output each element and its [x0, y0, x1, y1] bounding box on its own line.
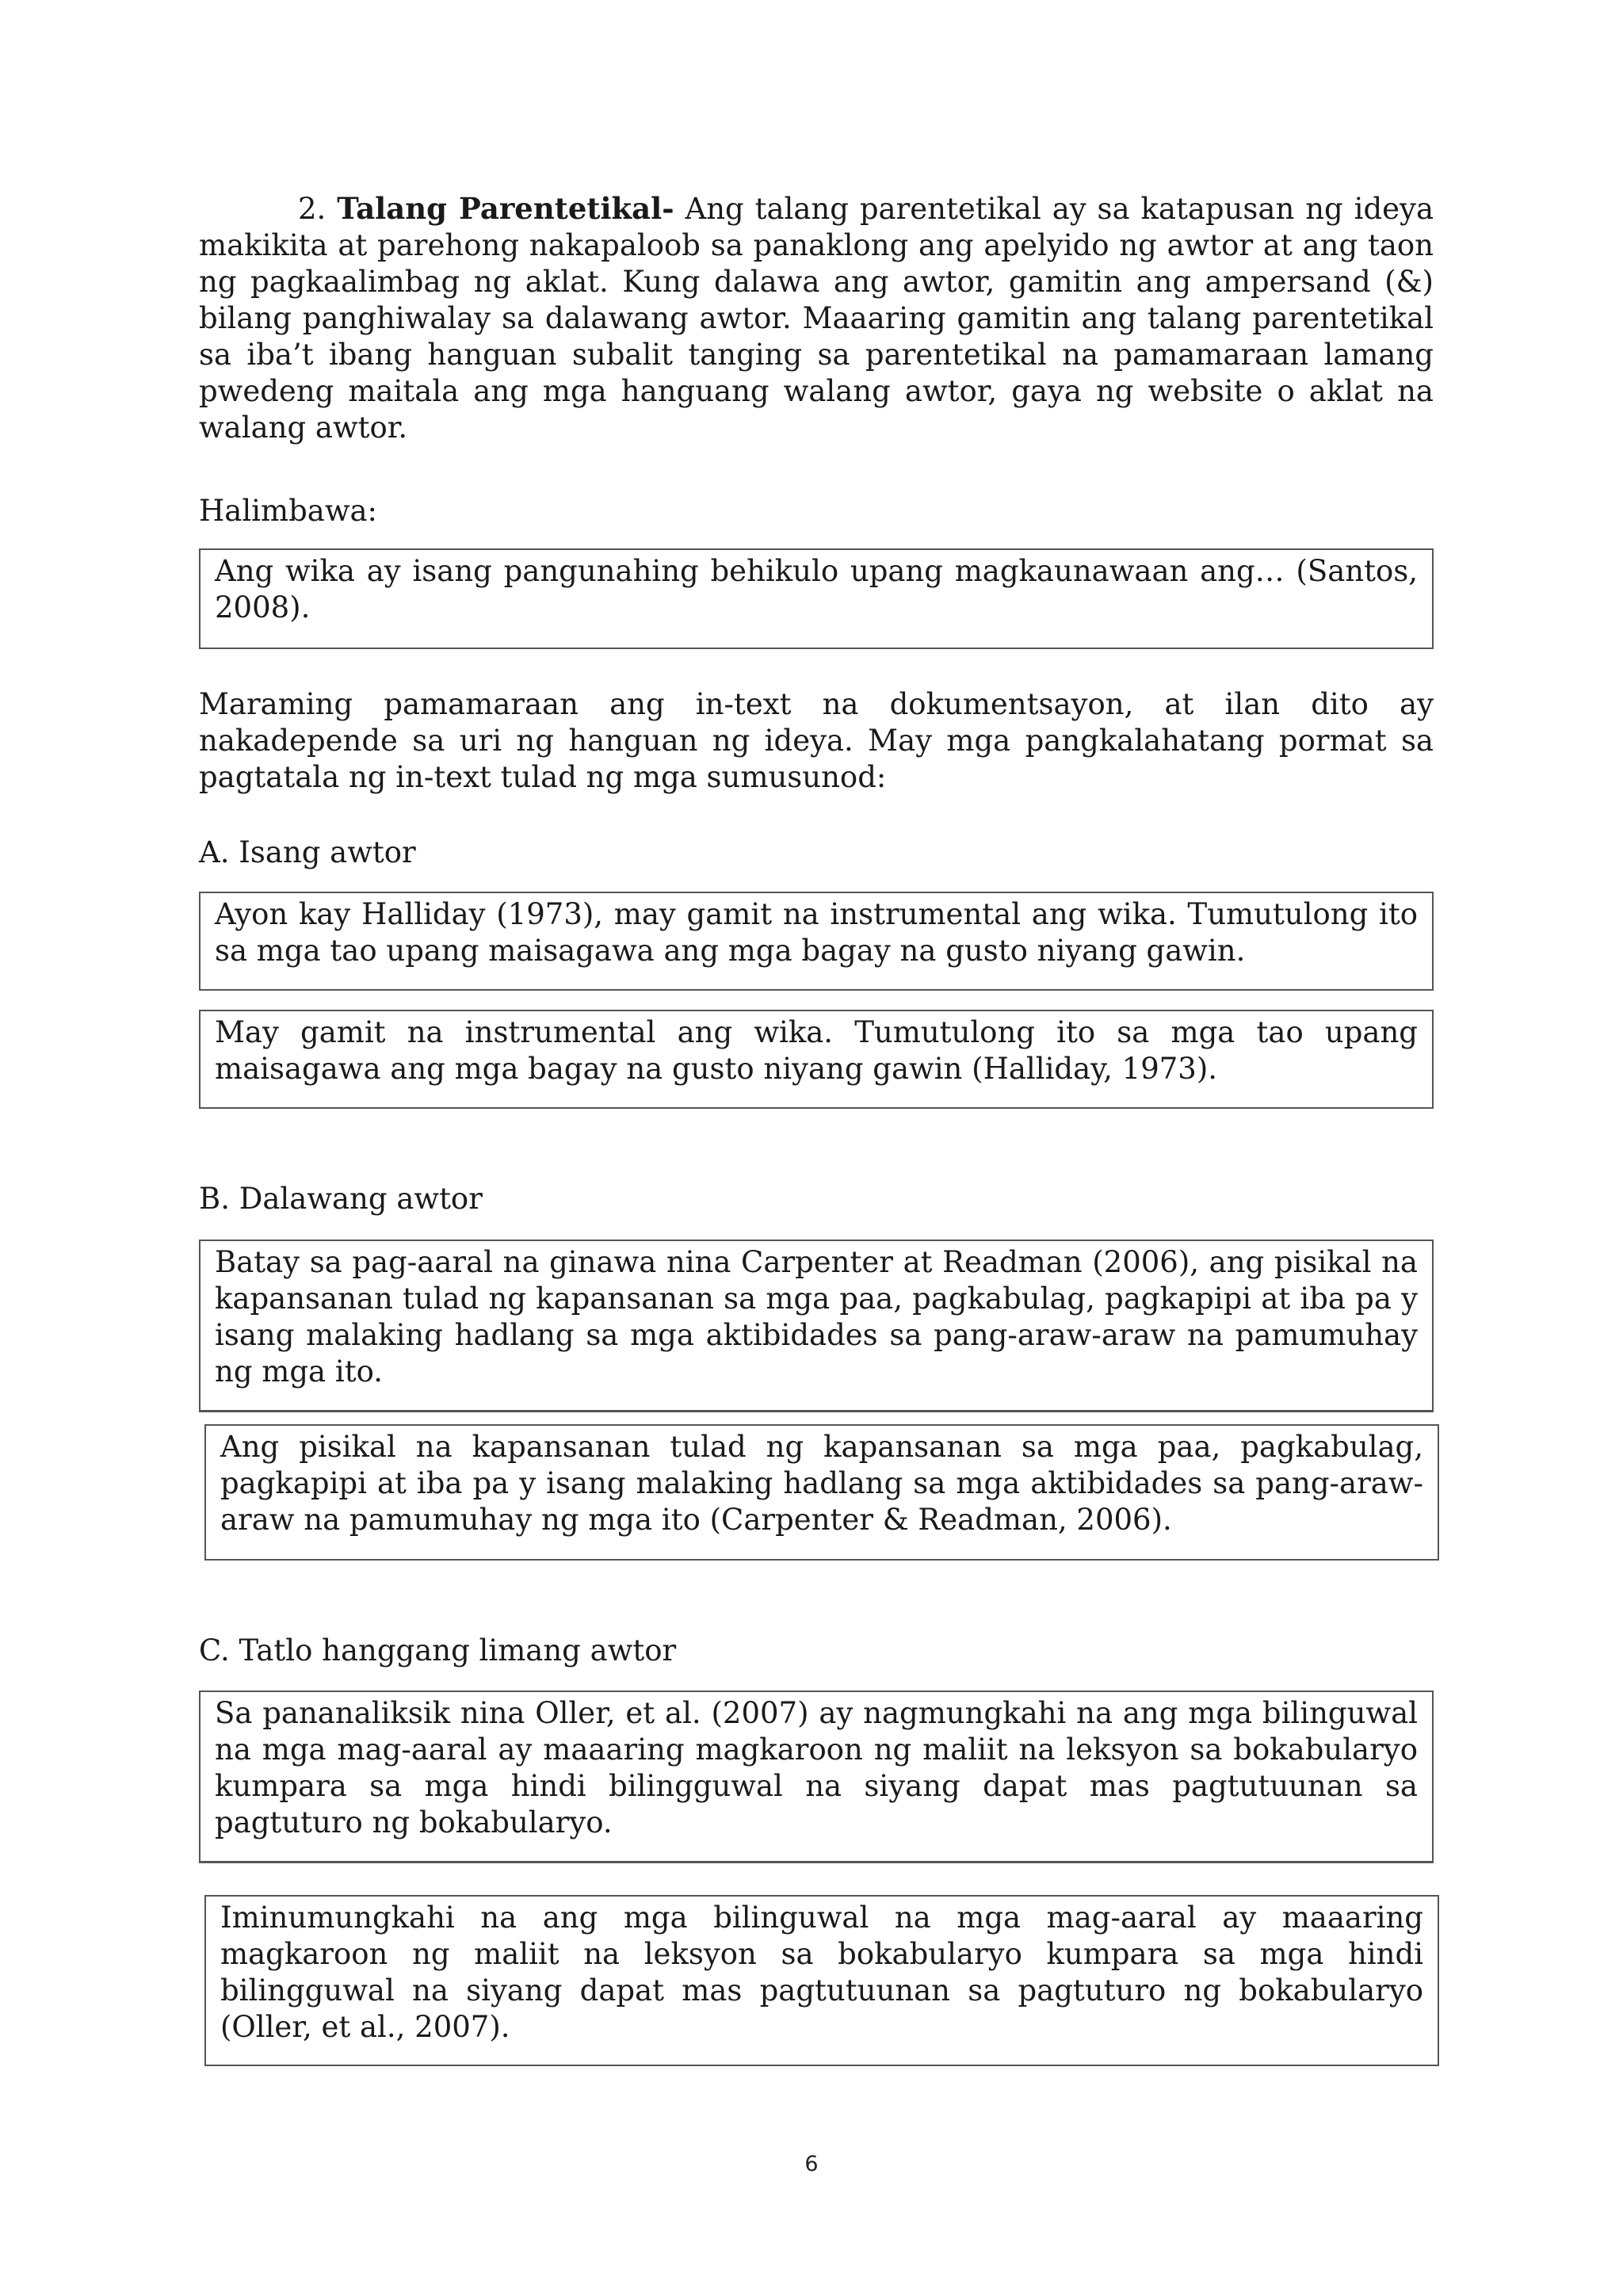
section-b-box-1-text: Batay sa pag-aaral na ginawa nina Carpenter at Readman (2006), ang pisikal na kapansanan tulad ng kapansanan sa mga paa, pagkabulag, pagkapipi at iba pa y isang malaking hadlang sa mga aktibidades sa pang-araw-araw na pamumuhay ng mga ito. — [215, 1245, 1418, 1389]
section-a-label: A. Isang awtor — [199, 835, 416, 869]
section-b-box-2 — [204, 1424, 1439, 1561]
section-c-box-2 — [204, 1895, 1439, 2066]
section-c-box-1-text: Sa pananaliksik nina Oller, et al. (2007) ay nagmungkahi na ang mga bilinguwal na mga mag-aaral ay maaaring magkaroon ng maliit na leksyon sa bokabularyo kumpara sa mga hindi bilingguwal na siyang dapat mas pagtutuunan sa pagtuturo ng bokabularyo. — [215, 1696, 1418, 1839]
example-citation-box — [199, 548, 1434, 649]
section-a-box-2 — [199, 1010, 1434, 1109]
section-a-box-1-text: Ayon kay Halliday (1973), may gamit na instrumental ang wika. Tumutulong ito sa mga tao upang maisagawa ang mga bagay na gusto niyang gawin. — [215, 897, 1418, 968]
intro-paragraph: Maraming pamamaraan ang in-text na dokumentsayon, at ilan dito ay nakadepende sa uri ng hanguan ng ideya. May mga pangkalahatang pormat sa pagtatala ng in-text tulad ng mga sumusunod: — [199, 687, 1434, 794]
section-a-box-2-text: May gamit na instrumental ang wika. Tumutulong ito sa mga tao upang maisagawa ang mga bagay na gusto niyang gawin (Halliday, 1973). — [215, 1015, 1418, 1086]
section-body: Ang talang parentetikal ay sa katapusan ng ideya makikita at parehong nakapaloob sa panaklong ang apelyido ng awtor at ang taon ng pagkaalimbag ng aklat. Kung dalawa ang awtor, gamitin ang ampersand (&) bilang panghiwalay sa dalawang awtor. Maaaring gamitin ang talang parentetikal sa iba’t ibang hanguan subalit tanging sa parentetikal na pamamaraan lamang pwedeng maitala ang mga hanguang walang awtor, gaya ng website o aklat na walang awtor. — [199, 192, 1434, 445]
talang-parentetikal-paragraph — [199, 190, 1434, 446]
intro-paragraph-container — [199, 686, 1434, 796]
section-c-box-2-text: Iminumungkahi na ang mga bilinguwal na mga mag-aaral ay maaaring magkaroon ng maliit na leksyon sa bokabularyo kumpara sa mga hindi bilingguwal na siyang dapat mas pagtutuunan sa pagtuturo ng bokabularyo (Oller, et al., 2007). — [220, 1901, 1423, 2044]
section-a-box-1 — [199, 892, 1434, 991]
section-c-label: C. Tatlo hanggang limang awtor — [199, 1633, 677, 1668]
section-2-paragraph — [199, 190, 1434, 446]
section-heading: Talang Parentetikal- — [337, 191, 674, 226]
section-b-box-1 — [199, 1240, 1434, 1412]
halimbawa-label: Halimbawa: — [199, 494, 378, 528]
section-number: 2. — [298, 192, 327, 226]
example-citation-text: Ang wika ay isang pangunahing behikulo upang magkaunawaan ang… (Santos, 2008). — [215, 554, 1418, 625]
page-number: 6 — [804, 2152, 819, 2176]
section-b-label: B. Dalawang awtor — [199, 1182, 483, 1216]
section-c-box-1 — [199, 1690, 1434, 1863]
section-b-box-2-text: Ang pisikal na kapansanan tulad ng kapansanan sa mga paa, pagkabulag, pagkapipi at iba pa y isang malaking hadlang sa mga aktibidades sa pang-araw-araw na pamumuhay ng mga ito (Carpenter & Readman, 2006). — [220, 1430, 1423, 1537]
